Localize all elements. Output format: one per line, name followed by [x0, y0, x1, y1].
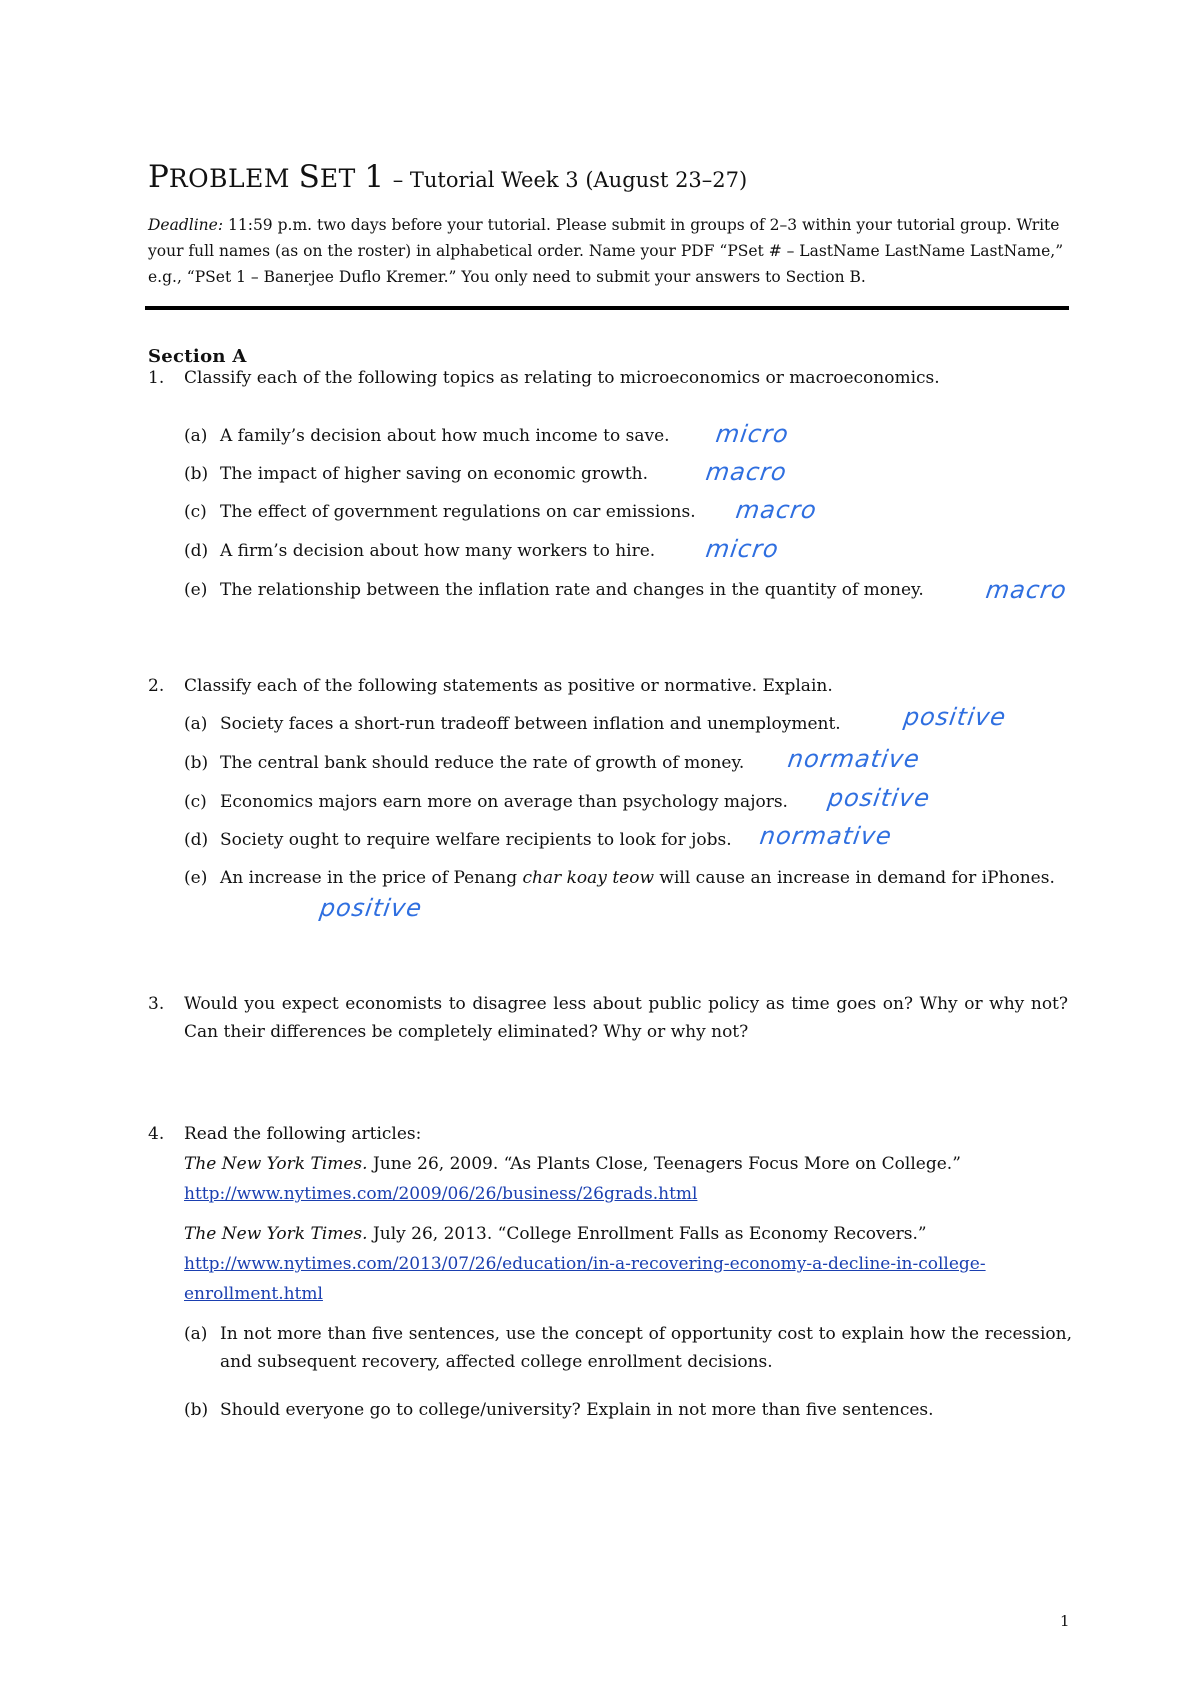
handwritten-answer: positive: [826, 784, 933, 812]
question-number: 1.: [148, 368, 165, 388]
article-2-citation: [184, 1220, 927, 1248]
question-text: Classify each of the following statements as positive or normative. Explain.: [184, 676, 833, 696]
deadline-label: Deadline:: [148, 216, 224, 234]
handwritten-answer: positive: [318, 894, 425, 922]
item-text: A family’s decision about how much income to save.: [220, 426, 670, 446]
item-text: The relationship between the inflation rate and changes in the quantity of money.: [220, 580, 924, 600]
title-initial-p: P: [148, 159, 169, 195]
item-label: (a): [184, 1324, 208, 1344]
item-text: Economics majors earn more on average than psychology majors.: [220, 792, 788, 812]
article-2-link[interactable]: http://www.nytimes.com/2013/07/26/education/in-a-recovering-economy-a-decline-in-college-: [184, 1254, 986, 1274]
deadline-paragraph: [148, 212, 1068, 290]
article-citation: June 26, 2009. “As Plants Close, Teenagers Focus More on College.”: [372, 1154, 961, 1174]
handwritten-answer: macro: [704, 458, 789, 486]
header-divider: [145, 306, 1069, 310]
title-number: 1: [364, 159, 385, 195]
article-2-link-row-2: [184, 1280, 323, 1308]
page-number: 1: [1060, 1612, 1070, 1630]
article-1-link[interactable]: http://www.nytimes.com/2009/06/26/business/26grads.html: [184, 1184, 698, 1204]
section-a-heading: Section A: [148, 346, 247, 367]
handwritten-answer: micro: [714, 420, 791, 448]
item-text: In not more than five sentences, use the concept of opportunity cost to explain how the recession, and subsequent recovery, affected college enrollment decisions.: [220, 1324, 1072, 1372]
item-label: (a): [184, 714, 208, 734]
handwritten-answer: micro: [704, 535, 781, 563]
question-text: Classify each of the following topics as relating to microeconomics or macroeconomics.: [184, 368, 940, 388]
article-source: The New York Times.: [184, 1154, 368, 1174]
item-text: Society ought to require welfare recipients to look for jobs.: [220, 830, 732, 850]
handwritten-answer: normative: [786, 745, 922, 773]
deadline-text: 11:59 p.m. two days before your tutorial. Please submit in groups of 2–3 within your tutorial group. Write your full names (as on the roster) in alphabetical order. Name your PDF “PSet # – LastName LastName LastName,” e.g., “PSet 1 – Banerjee Duflo Kremer.” You only need to submit your answers to Section B.: [148, 216, 1064, 286]
item-text: The central bank should reduce the rate of growth of money.: [220, 753, 745, 773]
article-2-link-row: [184, 1250, 986, 1278]
item-label: (b): [184, 1400, 209, 1420]
article-source: The New York Times.: [184, 1224, 368, 1244]
item-text-start: An increase in the price of Penang: [220, 868, 518, 888]
item-label: (a): [184, 426, 208, 446]
handwritten-answer: macro: [734, 496, 819, 524]
article-2-link-continued[interactable]: enrollment.html: [184, 1284, 323, 1304]
item-text: The impact of higher saving on economic growth.: [220, 464, 649, 484]
item-label: (e): [184, 580, 208, 600]
item-label: (d): [184, 541, 209, 561]
item-label: (b): [184, 753, 209, 773]
article-citation: July 26, 2013. “College Enrollment Falls as Economy Recovers.”: [372, 1224, 927, 1244]
handwritten-answer: positive: [902, 703, 1009, 731]
item-text-italic: char koay teow: [522, 868, 654, 888]
page-title: [148, 160, 747, 197]
title-initial-s: S: [298, 159, 320, 195]
question-text: Would you expect economists to disagree less about public policy as time goes on? Why or why not? Can their differences be completely eliminated? Why or why not?: [184, 994, 1068, 1042]
question-number: 2.: [148, 676, 165, 696]
title-subtitle: – Tutorial Week 3 (August 23–27): [392, 168, 748, 192]
item-label: (c): [184, 502, 207, 522]
title-word-set: ET: [319, 164, 356, 193]
item-text: Society faces a short-run tradeoff between inflation and unemployment.: [220, 714, 841, 734]
item-text: Should everyone go to college/university? Explain in not more than five sentences.: [220, 1400, 934, 1420]
handwritten-answer: normative: [758, 822, 894, 850]
title-word-problem: ROBLEM: [168, 164, 290, 193]
article-1-link-row: [184, 1180, 697, 1208]
article-1-citation: [184, 1150, 961, 1178]
item-text-end: will cause an increase in demand for iPhones.: [659, 868, 1055, 888]
item-label: (e): [184, 868, 208, 888]
item-text: A firm’s decision about how many workers to hire.: [220, 541, 656, 561]
handwritten-answer: macro: [984, 576, 1069, 604]
item-text: The effect of government regulations on car emissions.: [220, 502, 696, 522]
item-label: (b): [184, 464, 209, 484]
question-number: 4.: [148, 1124, 165, 1144]
item-text: [220, 864, 1072, 892]
item-label: (c): [184, 792, 207, 812]
item-label: (d): [184, 830, 209, 850]
question-text: Read the following articles:: [184, 1124, 422, 1144]
question-number: 3.: [148, 994, 165, 1014]
